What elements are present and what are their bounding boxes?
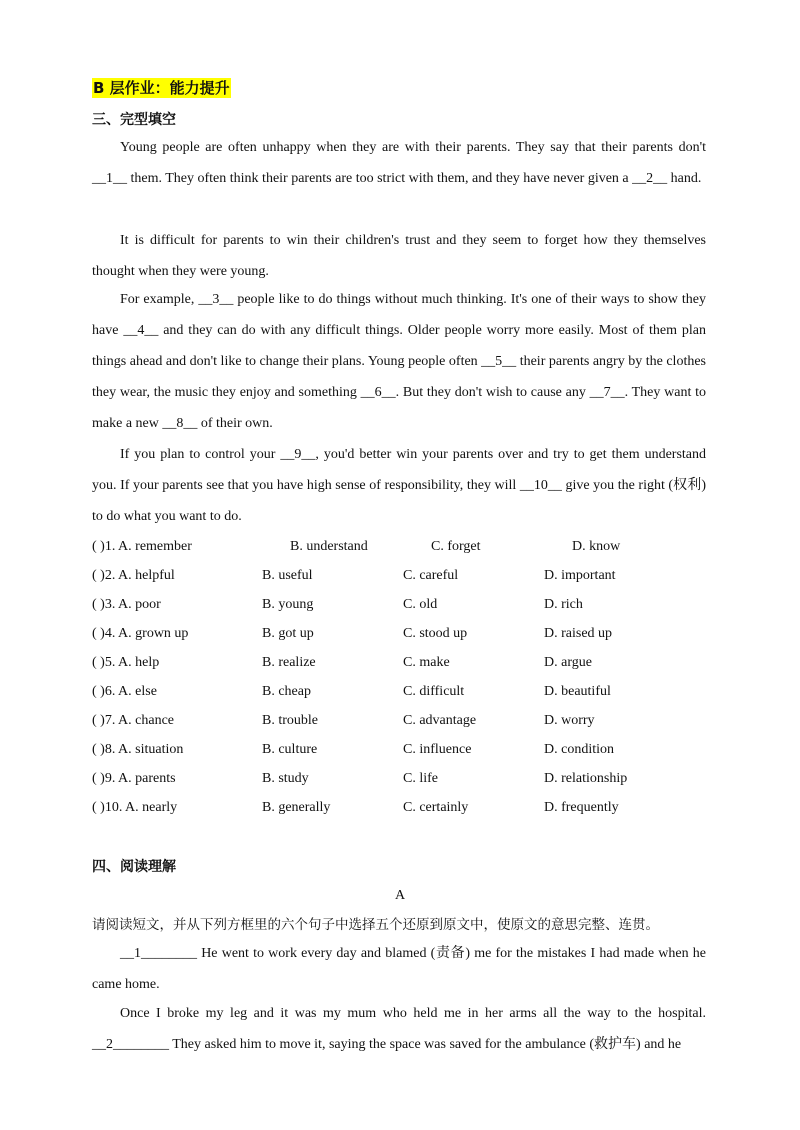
question-option-d: D. argue [544, 655, 592, 670]
question-option-d: D. important [544, 568, 616, 583]
question-option-c: C. certainly [403, 800, 469, 815]
question-row [92, 798, 712, 818]
instruction-text: 请阅读短文，并从下列方框里的六个句子中选择五个还原到原文中，使原文的意思完整、连贯。 [92, 917, 659, 933]
question-row [92, 740, 712, 760]
question-option-b: B. culture [262, 742, 318, 757]
question-option-d: D. frequently [544, 800, 619, 815]
question-option-b: B. got up [262, 626, 314, 641]
question-option-a: ( )2. A. helpful [92, 568, 175, 583]
question-option-d: D. worry [544, 713, 595, 728]
question-row [92, 624, 712, 644]
question-option-a: ( )9. A. parents [92, 771, 176, 786]
question-option-b: B. understand [290, 539, 368, 554]
question-option-b: B. trouble [262, 713, 318, 728]
question-option-c: C. life [403, 771, 438, 786]
section-heading-reading: 四、阅读理解 [92, 859, 176, 875]
question-option-d: D. condition [544, 742, 614, 757]
passage-label: A [394, 888, 406, 903]
question-row [92, 682, 712, 702]
section-heading-cloze: 三、完型填空 [92, 112, 176, 128]
question-option-c: C. forget [431, 539, 481, 554]
question-option-c: C. careful [403, 568, 459, 583]
question-option-b: B. generally [262, 800, 331, 815]
reading-instruction [92, 915, 712, 935]
cloze-paragraph: For example, __3__ people like to do things without much thinking. It's one of their ways to show they have __4__ and they can do with any difficult things. Older people worry more easily. Most of them plan things ahead and don't like to change their plans. Young people often __5__ their parents angry by the clothes they wear, the music they enjoy and something __6__. But they don't wish to cause any __7__. They want to make a new __8__ of their own. [92, 292, 706, 431]
question-option-d: D. know [572, 539, 621, 554]
question-option-c: C. influence [403, 742, 472, 757]
question-option-b: B. cheap [262, 684, 311, 699]
reading-paragraph: Once I broke my leg and it was my mum who held me in her arms all the way to the hospital. __2________ They asked him to move it, saying the space was saved for the ambulance (救护车) and he [92, 1006, 706, 1052]
question-option-d: D. beautiful [544, 684, 611, 699]
question-option-b: B. realize [262, 655, 316, 670]
question-option-a: ( )1. A. remember [92, 539, 192, 554]
question-option-a: ( )7. A. chance [92, 713, 175, 728]
question-option-b: B. study [262, 771, 309, 786]
cloze-paragraph: If you plan to control your __9__, you'd better win your parents over and try to get them understand you. If your parents see that you have high sense of responsibility, they will __10__ give you the right (权利) to do what you want to do. [92, 447, 706, 524]
cloze-paragraph: It is difficult for parents to win their children's trust and they seem to forget how they themselves thought when they were young. [92, 233, 706, 279]
question-option-b: B. young [262, 597, 314, 612]
question-option-a: ( )8. A. situation [92, 742, 184, 757]
page-title: B 层作业：能力提升 [93, 79, 230, 97]
question-option-d: D. raised up [544, 626, 613, 641]
question-option-a: ( )4. A. grown up [92, 626, 189, 641]
question-row [92, 653, 712, 673]
question-row [92, 769, 712, 789]
question-row [92, 595, 712, 615]
question-option-c: C. make [403, 655, 450, 670]
question-option-b: B. useful [262, 568, 313, 583]
question-option-a: ( )10. A. nearly [92, 800, 178, 815]
question-option-a: ( )6. A. else [92, 684, 157, 699]
question-option-c: C. advantage [403, 713, 477, 728]
question-row [92, 566, 712, 586]
question-option-a: ( )3. A. poor [92, 597, 161, 612]
question-option-c: C. stood up [403, 626, 468, 641]
question-row [92, 537, 712, 557]
question-row [92, 711, 712, 731]
question-option-d: D. relationship [544, 771, 628, 786]
reading-paragraph: __1________ He went to work every day and blamed (责备) me for the mistakes I had made when he came home. [92, 946, 706, 992]
question-option-c: C. old [403, 597, 438, 612]
question-option-c: C. difficult [403, 684, 465, 699]
question-option-d: D. rich [544, 597, 583, 612]
question-option-a: ( )5. A. help [92, 655, 160, 670]
cloze-paragraph: Young people are often unhappy when they are with their parents. They say that their parents don't __1__ them. They often think their parents are too strict with them, and they have never given a __2__ hand. [92, 140, 706, 186]
